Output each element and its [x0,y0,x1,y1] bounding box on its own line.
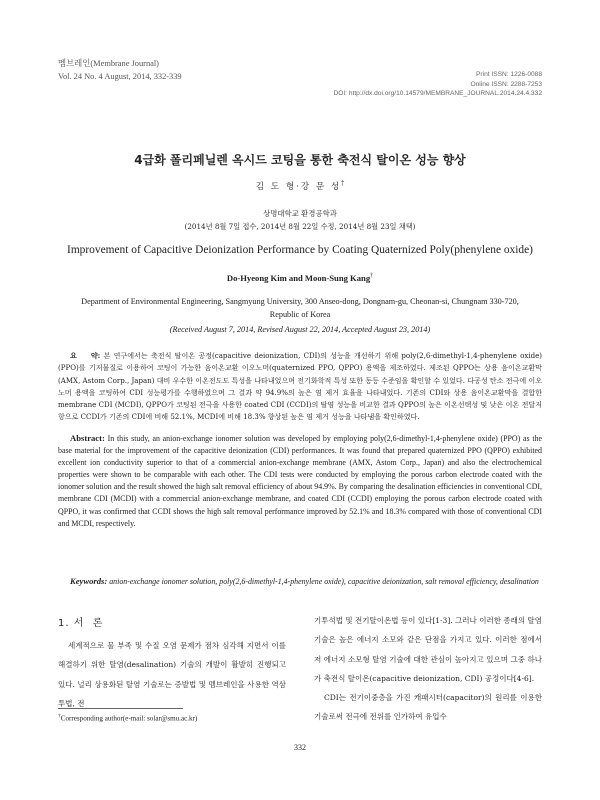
english-author-names: Do-Hyeong Kim and Moon-Sung Kang [226,273,371,283]
page-number: 332 [294,743,306,752]
korean-affiliation: 상명대학교 환경공학과 [263,209,337,218]
issn-block [333,70,542,99]
keywords-terms: anion-exchange ionomer solution, poly(2,6-dimethyl-1,4-phenylene oxide), capacitive deionization, salt removal efficiency, desalination [109,577,539,586]
footnote-divider [58,708,183,709]
korean-abstract [58,350,542,424]
keywords-label: Keywords: [70,576,108,586]
journal-name: 멤브레인(Membrane Journal) [58,59,159,68]
print-issn: Print ISSN: 1226-0088 [476,71,542,78]
english-abstract [58,432,542,530]
journal-volume: Vol. 24 No. 4 August, 2014, 332-339 [58,71,182,81]
korean-dates: (2014년 8월 7일 접수, 2014년 8월 22일 수정, 2014년 8월 23일 채택) [184,222,416,231]
korean-abstract-label: 요 약: [70,351,101,360]
english-abstract-text: In this study, an anion-exchange ionomer solution was developed by employing poly(2,6-dimethyl-1,4-phenylene oxide) (PPO) as the base material for the improvement of the capacitive deionization (CDI) performances. It was found that prepared quaternized PPO (QPPO) exhibited excellent ion conductivity superior to that of a commercial anion-exchange membrane (AMX, Astom Corp., Japan) and also the electrochemical properties were shown to be comparable with each other. The CDI tests were conducted by employing the porous carbon electrode coated with the ionomer solution and the result showed the high salt removal efficiency of about 94.9%. By comparing the desalination efficiencies in conventional CDI, membrane CDI (MCDI) with a commercial anion-exchange membrane, and coated CDI (CCDI) employing the porous carbon electrode coated with QPPO, it was confirmed that CCDI shows the high salt removal performance improved by 52.1% and 18.3% compared with those of conventional CDI and MCDI, respectively. [58,434,542,528]
english-abstract-label: Abstract: [70,433,105,443]
body-paragraph: CDI는 전기이중층을 가진 캐패시터(capacitor)의 원리를 이용한 기술로써 전극에 전위를 인가하여 유입수 [314,693,542,722]
online-issn: Online ISSN: 2288-7253 [470,80,542,88]
body-paragraph: 세계적으로 물 부족 및 수질 오염 문제가 점차 심각해 지면서 이를 해결하기 위한 탈염(desalination) 기술의 개발이 활발히 진행되고 있다. 널리 상용화된 탈염 기술로는 증발법 및 멤브레인을 사용한 역삼투법, 전 [58,641,286,708]
corresponding-mark: † [341,180,345,188]
footnote-text: Corresponding author(e-mail: solar@smu.ac.kr) [60,714,198,723]
korean-title: 4급화 폴리페닐렌 옥시드 코팅을 통한 축전식 탈이온 성능 향상 [134,153,466,167]
footnote-mark: † [58,713,61,719]
body-column-left [58,636,286,713]
body-column-right [314,611,542,727]
korean-authors [0,180,600,192]
english-title: Improvement of Capacitive Deionization Performance by Coating Quaternized Poly(phenylene oxide) [67,244,533,256]
keywords [58,575,542,588]
korean-abstract-text: 본 연구에서는 축전식 탈이온 공정(capacitive deionization, CDI)의 성능을 개선하기 위해 poly(2,6-dimethyl-1,4-phenylene oxide) (PPO)를 기저물질로 이용하여 코팅이 가능한 음이온교환 이오노머(quaternized PPO, QPPO) 용액을 제조하였다. 제조된 QPPO는 상용 음이온교환막(AMX, Astom Corp., Japan) 대비 우수한 이온전도도 특성을 나타내었으며 전기화학적 특성 또한 동등 수준임을 확인할 수 있었다. 다공성 탄소 전극에 이오노머 용액을 코팅하여 CDI 성능평가를 수행하였으며 그 결과 약 94.9%의 높은 염 제거 효율을 나타내었다. 기존의 CDI와 상용 음이온교환막을 결합한 membrane CDI (MCDI), QPPO가 코팅된 전극을 사용한 coated CDI (CCDI)의 탈염 성능을 비교한 결과 QPPO의 높은 이온선택성 및 낮은 이온 전달저항으로 CCDI가 기존의 CDI에 비해 52.1%, MCDI에 비해 18.3% 향상된 높은 염 제거 성능을 나타냄을 확인하였다. [58,351,543,422]
footnote [58,713,197,722]
english-dates: (Received August 7, 2014, Revised August 22, 2014, Accepted August 23, 2014) [169,325,431,334]
corresponding-mark-en: † [370,273,374,280]
section-heading-introduction: 1. 서 론 [58,618,104,629]
doi-link[interactable]: DOI: http://dx.doi.org/10.14579/MEMBRANE_JOURNAL.2014.24.4.332 [333,90,542,98]
english-authors [0,273,600,283]
korean-author-names: 김 도 형·강 문 성 [255,182,342,192]
journal-header [58,58,182,83]
body-paragraph-continued: 기투석법 및 전기탈이온법 등이 있다[1-3]. 그러나 이러한 종래의 탈염 기술은 높은 에너지 소모와 같은 단점을 가지고 있다. 이러한 점에서 저 에너지 소모형 탈염 기술에 대한 관심이 높아지고 있으며 그중 하나가 축전식 탈이온(capacitive deionization, CDI) 공정이다[4-6]. [314,616,542,683]
english-affiliation: Department of Environmental Engineering, Sangmyung University, 300 Anseo-dong, Dongnam-gu, Cheonan-si, Chungnam 330-720, Republic of Korea [81,297,519,319]
